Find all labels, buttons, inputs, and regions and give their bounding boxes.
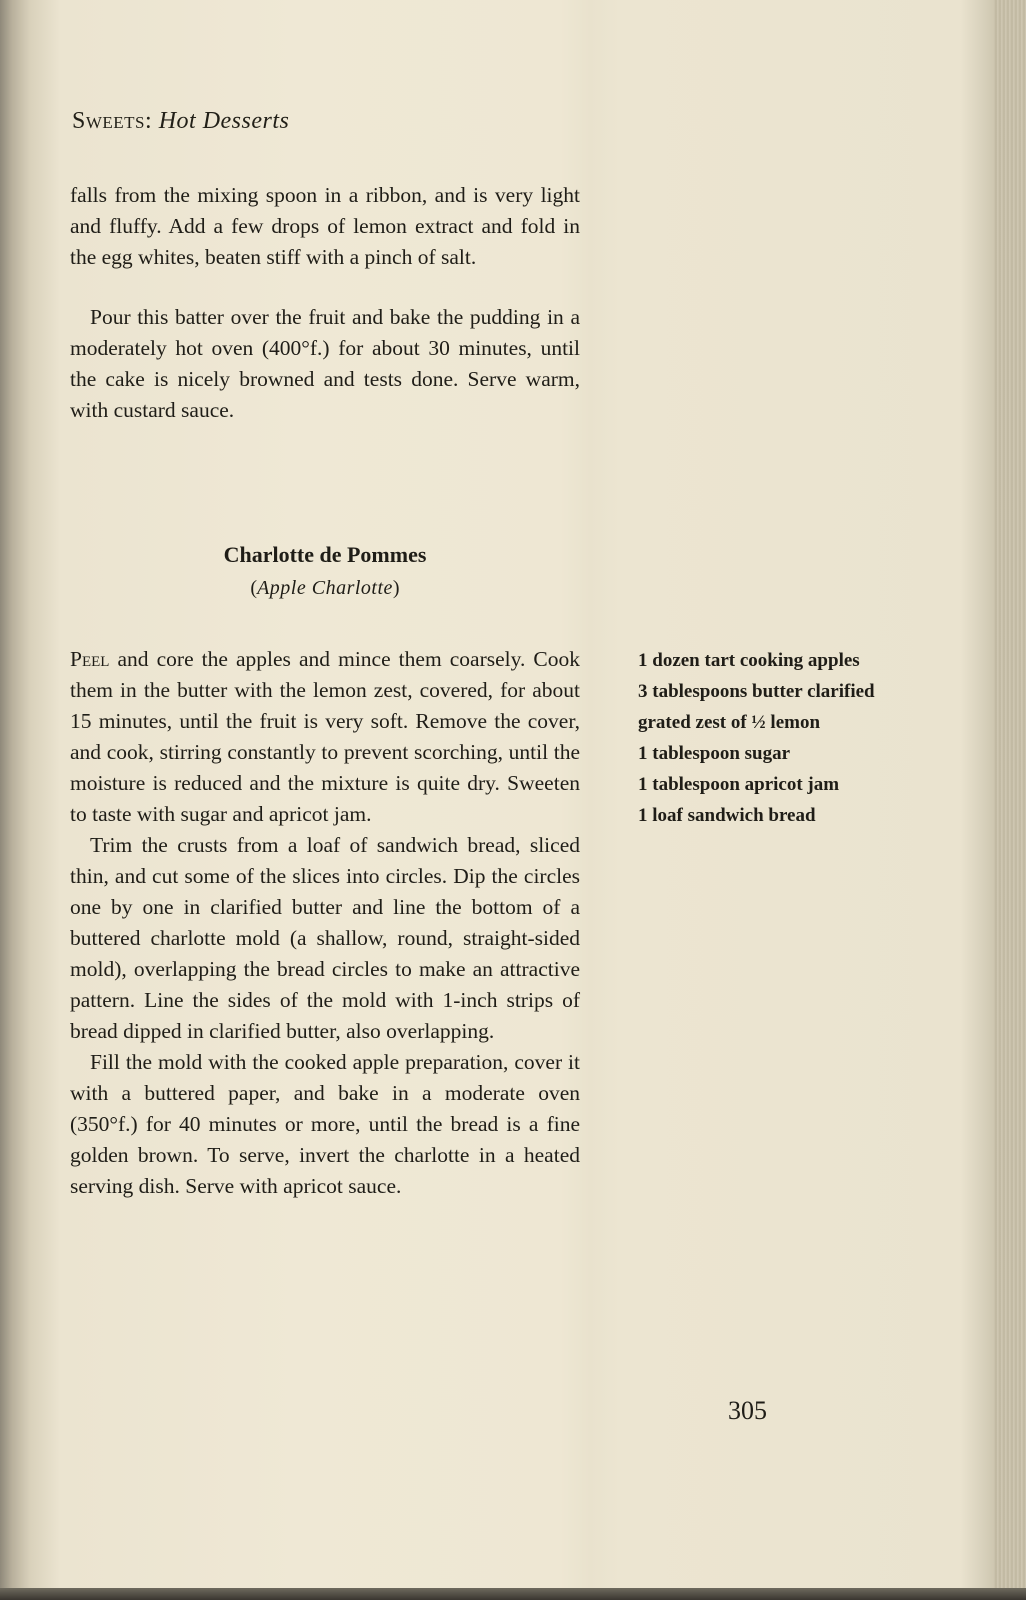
book-bottom-edge <box>0 1588 1026 1600</box>
running-head-separator: : <box>145 108 153 134</box>
recipe-subtitle: (Apple Charlotte) <box>250 577 400 599</box>
ingredient-item: 1 dozen tart cooking apples <box>638 650 860 671</box>
page-number: 305 <box>728 1396 767 1425</box>
continuation-paragraph-2 <box>70 302 580 426</box>
continuation-paragraph-1 <box>70 180 580 273</box>
ingredient-item: 1 loaf sandwich bread <box>638 805 816 826</box>
method-paragraph-3: Fill the mold with the cooked apple preparation, cover it with a buttered paper, and bake in a moderate oven (350°f.) for 40 minutes or more, until the bread is a fine golden brown. To serve, invert the charlotte in a heated serving dish. Serve with apricot sauce. <box>70 1050 580 1198</box>
recipe-title: Charlotte de Pommes <box>223 542 427 567</box>
ingredient-item: 1 tablespoon sugar <box>638 743 791 764</box>
ingredient-item: 1 tablespoon apricot jam <box>638 774 840 795</box>
method-lead-word: Peel <box>70 647 110 671</box>
continuation-text-2: Pour this batter over the fruit and bake the pudding in a moderately hot oven (400°f.) for about 30 minutes, until the cake is nicely browned and tests done. Serve warm, with custard sauce. <box>70 305 580 422</box>
method-paragraph-2: Trim the crusts from a loaf of sandwich bread, sliced thin, and cut some of the slices into circles. Dip the circles one by one in clarified butter and line the bottom of a buttered charlotte mold (a shallow, round, straight-sided mold), overlapping the bread circles to make an attractive pattern. Line the sides of the mold with 1-inch strips of bread dipped in clarified butter, also overlapping. <box>70 833 580 1043</box>
ingredient-item: 3 tablespoons butter clarified <box>638 681 875 702</box>
method-paragraph-1 <box>70 644 580 830</box>
continuation-text-1: falls from the mixing spoon in a ribbon, and is very light and fluffy. Add a few drops of lemon extract and fold in the egg whites, beaten stiff with a pinch of salt. <box>70 183 580 269</box>
recipe-subtitle-text: Apple Charlotte <box>257 577 393 599</box>
recipe-method <box>70 644 580 1202</box>
page-edge-stack <box>994 0 1026 1588</box>
ingredient-item: grated zest of ½ lemon <box>638 712 821 733</box>
method-paragraph-1-text: and core the apples and mince them coarsely. Cook them in the butter with the lemon zest, covered, for about 15 minutes, until the fruit is very soft. Remove the cover, and cook, stirring constantly to prevent scorching, until the moisture is reduced and the mixture is quite dry. Sweeten to taste with sugar and apricot jam. <box>70 647 580 826</box>
running-head-section: Sweets <box>72 108 146 134</box>
running-head-chapter: Hot Desserts <box>158 108 290 134</box>
ingredient-list <box>638 645 918 831</box>
running-head <box>72 108 289 135</box>
